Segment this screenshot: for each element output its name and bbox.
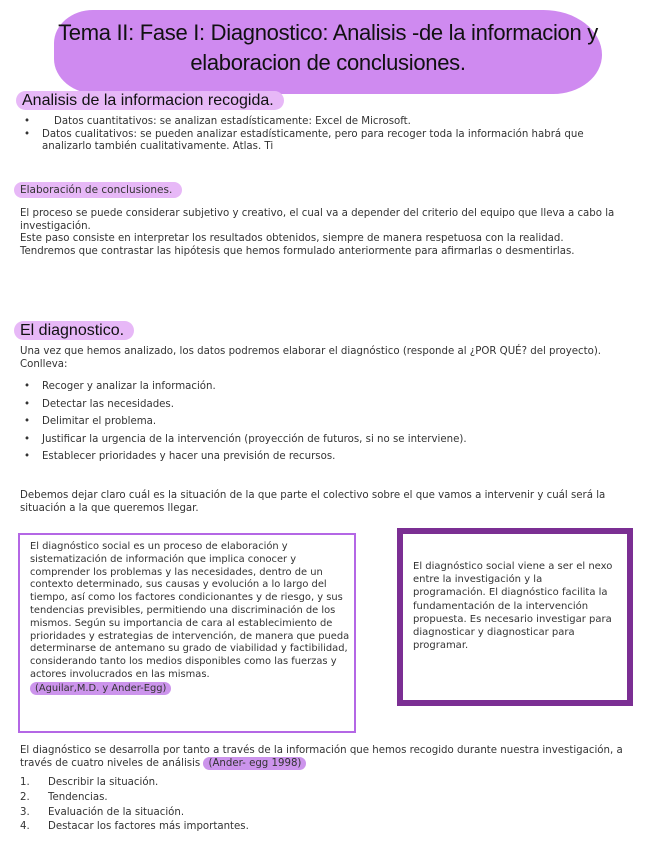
section-elaboracion	[14, 178, 182, 197]
nexo-box	[397, 528, 633, 706]
diagnostico-bullet-2: • Detectar las necesidades.	[20, 396, 620, 414]
niveles-item-3	[20, 806, 420, 821]
niveles-item-4	[20, 820, 420, 835]
niveles-item-4-text: Destacar los factores más importantes.	[48, 821, 249, 833]
diagnostico-list	[20, 378, 620, 466]
analisis-bullet-2: • Datos cualitativos: se pueden analizar estadísticamente, pero para recoger toda la información habrá que analizarlo también cualitativamente. Atlas. Ti	[20, 129, 632, 154]
page-title	[40, 18, 616, 78]
diagnostico-bullet-3: • Delimitar el problema.	[20, 413, 620, 431]
analisis-list	[20, 116, 632, 154]
diagnostico-heading: El diagnostico.	[14, 321, 134, 340]
niveles-item-1-number: 1.	[20, 777, 30, 788]
page-title-line-1: Tema II: Fase I: Diagnostico: Analisis -de la informacion y	[58, 20, 598, 45]
elaboracion-paragraph-3: Tendremos que contrastar las hipótesis que hemos formulado anteriormente para afirmarlas o desmentirlas.	[20, 245, 575, 257]
diagnostico-bullet-1: • Recoger y analizar la información.	[20, 378, 620, 396]
niveles-item-3-number: 3.	[20, 806, 30, 818]
elaboracion-paragraph-2: Este paso consiste en interpretar los resultados obtenidos, siempre de manera respetuosa con la realidad.	[20, 233, 564, 245]
diagnostico-closing: Debemos dejar claro cuál es la situación de la que parte el colectivo sobre el que vamos a intervenir y cuál será la situación a la que queremos llegar.	[20, 490, 606, 514]
analisis-heading: Analisis de la informacion recogida.	[16, 91, 284, 110]
definition-citation: (Aguilar,M.D. y Ander-Egg)	[30, 682, 171, 695]
page-title-line-2: elaboracion de conclusiones.	[190, 50, 466, 75]
niveles-text	[20, 745, 630, 770]
diagnostico-bullet-5: • Establecer prioridades y hacer una previsión de recursos.	[20, 448, 620, 466]
diagnostico-intro: Una vez que hemos analizado, los datos podremos elaborar el diagnóstico (responde al ¿POR QUÉ? del proyecto). Conlleva:	[20, 346, 602, 370]
analisis-bullet-1: • Datos cuantitativos: se analizan estadísticamente: Excel de Microsoft.	[20, 116, 632, 129]
elaboracion-text	[20, 208, 620, 258]
niveles-citation: (Ander- egg 1998)	[203, 757, 306, 770]
nexo-text: El diagnóstico social viene a ser el nexo entre la investigación y la programación. El diagnóstico facilita la fundamentación de la intervención propuesta. Es necesario investigar para diagnosticar y diagnosticar para programar.	[413, 561, 613, 652]
elaboracion-heading: Elaboración de conclusiones.	[14, 182, 182, 198]
section-diagnostico	[14, 320, 134, 340]
niveles-item-1	[20, 776, 420, 791]
niveles-intro: El diagnóstico se desarrolla por tanto a través de la información que hemos recogido durante nuestra investigación, a través de cuatro niveles de análisis	[20, 745, 623, 769]
section-analisis	[16, 90, 284, 110]
niveles-item-3-text: Evaluación de la situación.	[48, 806, 185, 818]
diagnostico-bullet-4: • Justificar la urgencia de la intervención (proyección de futuros, si no se interviene).	[20, 431, 620, 449]
elaboracion-paragraph-1: El proceso se puede considerar subjetivo y creativo, el cual va a depender del criterio del equipo que lleva a cabo la investigación.	[20, 208, 615, 232]
niveles-list	[20, 776, 420, 835]
definition-text: El diagnóstico social es un proceso de elaboración y sistematización de información que implica conocer y comprender los problemas y las necesidades, dentro de un contexto determinado, sus causas y evolución a lo largo del tiempo, así como los factores condicionantes y de riesgo, y sus tendencias previsibles, permitiendo una discriminación de los mismos. Según su importancia de cara al establecimiento de prioridades y estrategias de intervención, de manera que pueda determinarse de antemano su grado de viabilidad y factibilidad, considerando tanto los medios disponibles como las fuerzas y actores involucrados en las mismas.	[30, 541, 350, 680]
niveles-item-1-text: Describir la situación.	[48, 777, 159, 788]
niveles-item-2-number: 2.	[20, 791, 30, 803]
niveles-item-4-number: 4.	[20, 821, 30, 833]
niveles-item-2	[20, 791, 420, 806]
niveles-item-2-text: Tendencias.	[48, 791, 108, 803]
definition-box	[18, 533, 356, 733]
